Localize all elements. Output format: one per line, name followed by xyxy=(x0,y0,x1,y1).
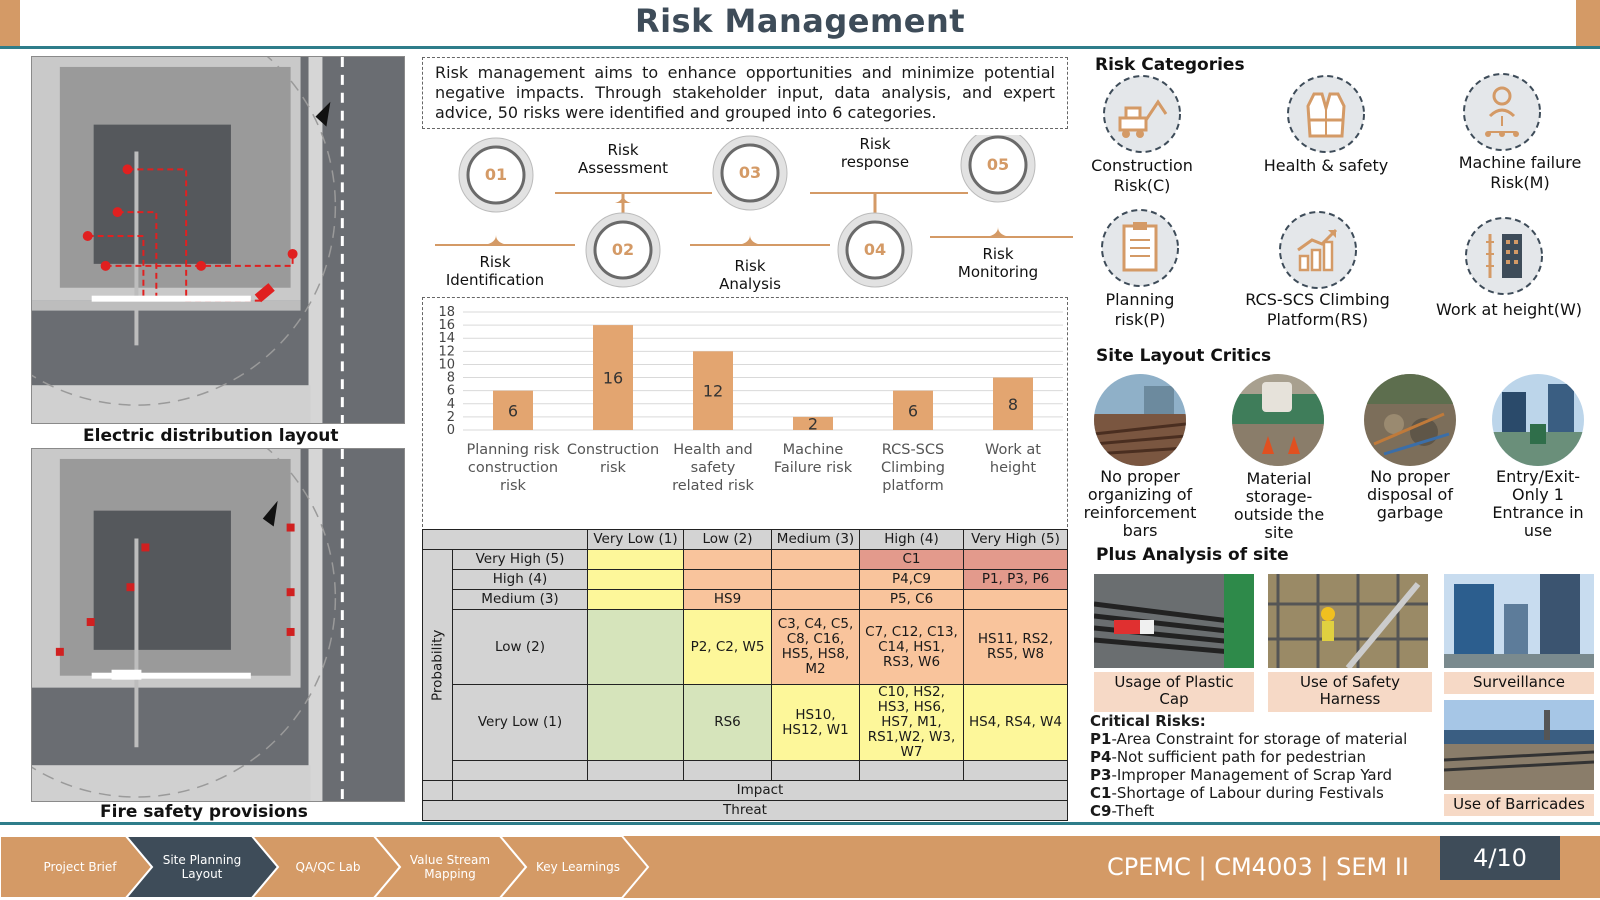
x-category-label: Work at xyxy=(985,442,1041,458)
step-label-response: Risk response xyxy=(840,135,910,171)
electric-plan-caption: Electric distribution layout xyxy=(83,426,339,446)
matrix-col-header: Medium (3) xyxy=(772,530,860,550)
matrix-cell: P1, P3, P6 xyxy=(964,570,1068,590)
x-category-label: Climbing xyxy=(881,460,945,476)
matrix-spacer xyxy=(860,761,964,781)
matrix-row-header: High (4) xyxy=(453,570,588,590)
x-category-label: related risk xyxy=(672,478,754,494)
plus-label: Use of Safety Harness xyxy=(1268,672,1432,712)
matrix-row-header: Low (2) xyxy=(453,610,588,685)
risk-text: -Theft xyxy=(1111,802,1155,820)
critical-risk-item xyxy=(1090,802,1420,820)
y-tick-label: 4 xyxy=(446,396,455,412)
matrix-cell xyxy=(588,590,684,610)
x-category-label: Machine xyxy=(782,442,844,458)
matrix-cell xyxy=(588,610,684,685)
matrix-spacer xyxy=(453,761,588,781)
clipboard-icon xyxy=(1100,208,1180,288)
y-tick-label: 8 xyxy=(446,370,455,386)
risk-code: P3 xyxy=(1090,766,1112,784)
barricades-photo xyxy=(1444,700,1594,790)
x-category-label: risk xyxy=(600,460,626,476)
site-layout-critics-heading: Site Layout Critics xyxy=(1096,346,1272,366)
matrix-cell: HS4, RS4, W4 xyxy=(964,685,1068,761)
plus-analysis-heading: Plus Analysis of site xyxy=(1096,545,1289,565)
critic-label: No proper disposal of garbage xyxy=(1367,467,1453,522)
safety-harness-photo xyxy=(1268,574,1428,668)
page-number: 4/10 xyxy=(1440,836,1560,880)
growth-chart-icon xyxy=(1278,210,1358,290)
electric-distribution-plan xyxy=(31,56,405,424)
y-tick-label: 18 xyxy=(438,305,455,320)
safety-vest-icon xyxy=(1286,74,1366,154)
garbage-photo xyxy=(1364,374,1456,466)
y-tick-label: 2 xyxy=(446,409,455,425)
matrix-col-header: Very Low (1) xyxy=(588,530,684,550)
step-label-identification: Risk Identification xyxy=(445,253,545,289)
matrix-cell: RS6 xyxy=(684,685,772,761)
x-category-label: Health and xyxy=(673,442,753,458)
building-ruler-icon xyxy=(1464,216,1544,296)
matrix-cell xyxy=(964,550,1068,570)
matrix-cell: HS10, HS12, W1 xyxy=(772,685,860,761)
data-label: 8 xyxy=(1007,394,1019,414)
matrix-cell xyxy=(964,590,1068,610)
y-tick-label: 6 xyxy=(446,383,455,399)
entrance-photo xyxy=(1492,374,1584,466)
step-number-05: 05 xyxy=(986,155,1010,174)
course-code: CPEMC | CM4003 | SEM II xyxy=(1107,853,1409,881)
matrix-cell: C10, HS2, HS3, HS6, HS7, M1, RS1,W2, W3, W7 xyxy=(860,685,964,761)
rebar-photo xyxy=(1094,374,1186,466)
data-label: 6 xyxy=(907,401,919,421)
risk-code: P1 xyxy=(1090,730,1112,748)
matrix-row-header: Very High (5) xyxy=(453,550,588,570)
matrix-spacer xyxy=(772,761,860,781)
risk-process-diagram xyxy=(430,135,1080,295)
critical-risk-item xyxy=(1090,748,1420,766)
category-label: RCS-SCS Climbing Platform(RS) xyxy=(1245,290,1390,329)
excavator-icon xyxy=(1102,74,1182,154)
critical-risks xyxy=(1090,712,1420,820)
step-number-03: 03 xyxy=(738,163,762,182)
critical-risk-item xyxy=(1090,730,1420,748)
category-label: Construction Risk(C) xyxy=(1091,156,1193,195)
risk-text: -Area Constraint for storage of material xyxy=(1111,730,1408,748)
x-category-label: Construction xyxy=(566,442,660,458)
x-category-label: height xyxy=(989,460,1037,476)
critic-label: No proper organizing of reinforcement bars xyxy=(1083,467,1197,540)
step-label-monitoring: Risk Monitoring xyxy=(957,245,1039,281)
bar-chart-svg xyxy=(423,298,1069,533)
x-category-label: Failure risk xyxy=(773,460,853,476)
matrix-cell xyxy=(772,550,860,570)
category-label: Machine failure Risk(M) xyxy=(1458,153,1582,192)
matrix-cell: HS9 xyxy=(684,590,772,610)
worker-network-icon xyxy=(1462,72,1542,152)
y-tick-label: 14 xyxy=(438,331,455,347)
category-label: Work at height(W) xyxy=(1435,300,1583,319)
nav-value-stream-mapping[interactable]: Value Stream Mapping xyxy=(409,853,491,881)
critical-risk-item xyxy=(1090,784,1420,802)
x-category-label: Planning risk xyxy=(466,442,560,458)
risk-text: -Not sufficient path for pedestrian xyxy=(1111,748,1367,766)
page-title: Risk Management xyxy=(634,2,966,40)
nav-site-planning-layout[interactable]: Site Planning Layout xyxy=(162,853,242,881)
y-tick-label: 10 xyxy=(438,357,455,373)
matrix-cell xyxy=(588,685,684,761)
material-storage-photo xyxy=(1232,374,1324,466)
description-text: Risk management aims to enhance opportunities and minimize potential negative impacts. Through stakeholder input, data analysis, and expert advice, 50 risks were identified and grouped into 6 categories. xyxy=(422,57,1068,129)
matrix-cell xyxy=(588,550,684,570)
matrix-cell: P2, C2, W5 xyxy=(684,610,772,685)
matrix-cell xyxy=(772,570,860,590)
fire-plan-caption: Fire safety provisions xyxy=(100,802,308,822)
x-category-label: construction xyxy=(467,460,559,476)
nav-qa-qc-lab[interactable]: QA/QC Lab xyxy=(295,860,361,874)
category-label: Planning risk(P) xyxy=(1105,290,1175,329)
risk-text: -Improper Management of Scrap Yard xyxy=(1111,766,1393,784)
data-label: 6 xyxy=(507,401,519,421)
surveillance-photo xyxy=(1444,574,1594,668)
matrix-row-header: Very Low (1) xyxy=(453,685,588,761)
matrix-cell: C7, C12, C13, C14, HS1, RS3, W6 xyxy=(860,610,964,685)
risk-code: C1 xyxy=(1090,784,1112,802)
matrix-spacer xyxy=(964,761,1068,781)
matrix-row-header: Medium (3) xyxy=(453,590,588,610)
matrix-cell: C3, C4, C5, C8, C16, HS5, HS8, M2 xyxy=(772,610,860,685)
header-divider xyxy=(0,46,1600,49)
step-number-02: 02 xyxy=(611,240,635,259)
critic-label: Material storage- outside the site xyxy=(1233,469,1325,542)
y-tick-label: 16 xyxy=(438,318,455,334)
matrix-cell xyxy=(684,570,772,590)
matrix-cell: HS11, RS2, RS5, W8 xyxy=(964,610,1068,685)
matrix-cell xyxy=(772,590,860,610)
data-label: 12 xyxy=(702,381,724,401)
risk-categories-heading: Risk Categories xyxy=(1095,55,1245,75)
step-label-analysis: Risk Analysis xyxy=(719,257,781,293)
category-label: Health & safety xyxy=(1263,156,1389,175)
risk-code: C9 xyxy=(1090,802,1112,820)
x-category-label: RCS-SCS xyxy=(881,442,945,458)
critical-risks-title: Critical Risks: xyxy=(1090,712,1206,730)
footer-divider xyxy=(0,822,1600,825)
critical-risk-item xyxy=(1090,766,1420,784)
nav-key-learnings[interactable]: Key Learnings xyxy=(536,860,620,874)
critic-label: Entry/Exit- Only 1 Entrance in use xyxy=(1492,467,1584,540)
plus-label: Use of Barricades xyxy=(1444,794,1594,816)
matrix-spacer xyxy=(684,761,772,781)
matrix-cell: P5, C6 xyxy=(860,590,964,610)
step-number-04: 04 xyxy=(863,240,887,259)
step-label-assessment: Risk Assessment xyxy=(578,141,668,177)
matrix-spacer xyxy=(423,781,453,801)
x-category-label: safety xyxy=(690,460,736,476)
risk-text: -Shortage of Labour during Festivals xyxy=(1111,784,1384,802)
matrix-cell: C1 xyxy=(860,550,964,570)
matrix-cell: P4,C9 xyxy=(860,570,964,590)
y-tick-label: 12 xyxy=(438,344,455,360)
threat-label: Threat xyxy=(423,801,1068,821)
risk-matrix xyxy=(422,529,1068,821)
data-label: 2 xyxy=(807,414,819,434)
x-category-label: risk xyxy=(500,478,526,494)
matrix-cell xyxy=(588,570,684,590)
step-number-01: 01 xyxy=(484,165,508,184)
plus-label: Usage of Plastic Cap xyxy=(1094,672,1254,712)
plus-label: Surveillance xyxy=(1444,672,1594,694)
risk-code: P4 xyxy=(1090,748,1112,766)
fire-safety-plan xyxy=(31,448,405,802)
impact-axis-label: Impact xyxy=(453,781,1068,801)
nav-project-brief[interactable]: Project Brief xyxy=(43,860,117,874)
risk-count-chart xyxy=(422,297,1068,532)
matrix-col-header: Very High (5) xyxy=(964,530,1068,550)
matrix-col-header: High (4) xyxy=(860,530,964,550)
matrix-cell xyxy=(684,550,772,570)
plastic-cap-photo xyxy=(1094,574,1254,668)
data-label: 16 xyxy=(602,368,624,388)
x-category-label: platform xyxy=(882,478,944,494)
probability-axis-label: Probability xyxy=(423,550,453,781)
matrix-corner xyxy=(423,530,588,550)
matrix-col-header: Low (2) xyxy=(684,530,772,550)
matrix-spacer xyxy=(588,761,684,781)
y-tick-label: 0 xyxy=(446,423,455,438)
